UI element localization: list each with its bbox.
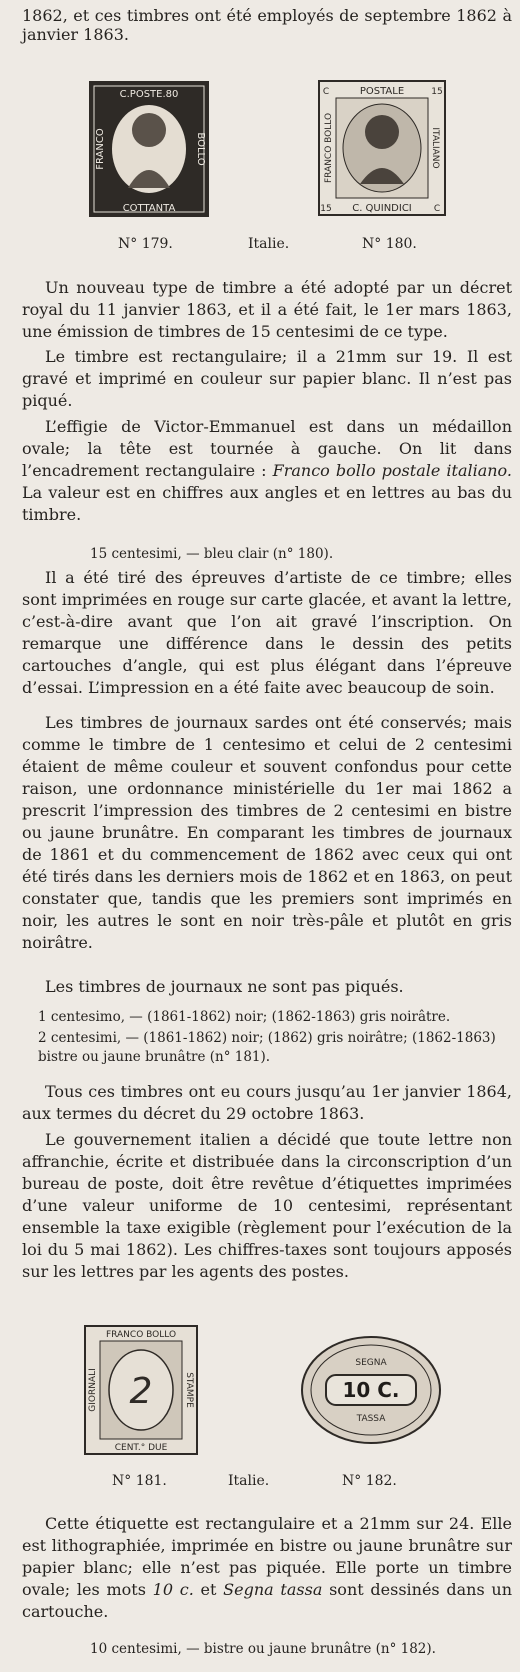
caption-italie-1: Italie.	[248, 236, 290, 252]
stamp-182-value: 10 C.	[342, 1378, 400, 1402]
stamp-180-bottom-text: C. QUINDICI	[352, 203, 412, 214]
etiquette-text-b: sont dessinés dans un cartouche.	[22, 1580, 513, 1621]
stamp-180-top-text: POSTALE	[359, 86, 405, 97]
stamp-182-bottom-text: TASSA	[356, 1414, 386, 1424]
list-15-centesimi: 15 centesimi, — bleu clair (n° 180).	[90, 546, 334, 562]
stamp-180-corner-bl: 15	[320, 204, 332, 214]
paragraph-journaux-sardes: Les timbres de journaux sardes ont été conservés; mais comme le timbre de 1 centesimo et celui de 2 centesimi étaient de même couleur et souvent confondus pour cette raison, une ordonnance ministérielle du 1er mai 1862 a prescrit l’impression des timbres de 2 centesimi en bistre ou jaune brunâtre. En comparant les timbres de journaux de 1861 et du commencement de 1862 avec ceux qui ont été tirés dans les derniers mois de 1862 et en 1863, on peut constater que, tandis que les premiers sont imprimés en noir, les autres le sont en noir très-pâle et plutôt en gris noirâtre.	[22, 713, 512, 952]
list-10-centesimi: 10 centesimi, — bistre ou jaune brunâtre (n° 182).	[90, 1641, 436, 1657]
caption-no-182: N° 182.	[342, 1473, 397, 1489]
stamp-179-bottom-text: COTTANTA	[122, 203, 176, 214]
svg-text:2: 2	[129, 1371, 153, 1412]
paragraph-epreuves: Il a été tiré des épreuves d’artiste de ce timbre; elles sont imprimées en rouge sur carte glacée, et avant la lettre, c’est-à-dire avant que l’on ait gravé l’inscription. On remarque une différence dans le dessin des petits cartouches d’angle, qui est plus élégant dans l’épreuve d’essai. L’impression en a été faite avec beaucoup de soin.	[22, 568, 512, 697]
stamp-180-corner-tl: C	[322, 87, 330, 97]
stamp-181-left-text: GIORNALI	[88, 1368, 98, 1412]
caption-no-179: N° 179.	[118, 236, 173, 252]
paragraph-decret: Un nouveau type de timbre a été adopté par un décret royal du 11 janvier 1863, et il a été fait, le 1er mars 1863, une émission de timbres de 15 centesimi de ce type.	[22, 278, 512, 341]
stamp-182-top-text: SEGNA	[355, 1358, 387, 1368]
stamp-181-bottom-text: CENT.° DUE	[114, 1443, 168, 1453]
stamp-179-image	[88, 80, 210, 218]
paragraph-pas-piques: Les timbres de journaux ne sont pas piqués.	[45, 977, 404, 996]
top-paragraph: 1862, et ces timbres ont été employés de septembre 1862 à janvier 1863.	[22, 6, 512, 44]
caption-no-181: N° 181.	[112, 1473, 167, 1489]
stamp-181-right-text: STAMPE	[184, 1372, 194, 1408]
stamp-179-left-text: FRANCO	[95, 128, 106, 170]
stamp-181-image	[84, 1325, 198, 1455]
stamp-182-image	[300, 1335, 442, 1445]
stamp-179-top-text: C.POSTE.80	[119, 89, 179, 100]
paragraph-etiquette	[22, 1513, 512, 1623]
etiquette-value-words: 10 c.	[152, 1580, 194, 1599]
list-1-centesimo: 1 centesimo, — (1861-1862) noir; (1862-1863) gris noirâtre.	[38, 1009, 451, 1025]
paragraph-rectangulaire: Le timbre est rectangulaire; il a 21mm sur 19. Il est gravé et imprimé en couleur sur papier blanc. Il n’est pas piqué.	[22, 347, 512, 410]
etiquette-segna-tassa: Segna tassa	[223, 1580, 323, 1599]
caption-italie-2: Italie.	[228, 1473, 270, 1489]
stamp-181-top-text: FRANCO BOLLO	[105, 1330, 177, 1340]
stamp-180-right-text: ITALIANO	[430, 127, 440, 169]
paragraph-cours: Tous ces timbres ont eu cours jusqu’au 1er janvier 1864, aux termes du décret du 29 octobre 1863.	[22, 1082, 512, 1123]
effigie-inscription: Franco bollo postale italiano.	[272, 461, 512, 480]
stamp-179-right-text: BOLLO	[195, 132, 206, 166]
etiquette-text-mid: et	[193, 1580, 224, 1599]
etiquette-text-a: Cette étiquette est rectangulaire et a 21mm sur 24. Elle est lithographiée, imprimée en bistre ou jaune brunâtre sur papier blanc; elle n’est pas piquée. Elle porte un timbre ovale; les mots	[22, 1514, 512, 1599]
stamp-180-corner-tr: 15	[431, 87, 443, 97]
stamp-180-left-text: FRANCO BOLLO	[324, 112, 334, 184]
caption-no-180: N° 180.	[362, 236, 417, 252]
paragraph-effigie	[22, 416, 512, 526]
paragraph-gouvernement: Le gouvernement italien a décidé que toute lettre non affranchie, écrite et distribuée dans la circonscription d’un bureau de poste, doit être revêtue d’étiquettes imprimées d’une valeur uniforme de 10 centesimi, représentant ensemble la taxe exigible (règlement pour l’exécution de la loi du 5 mai 1862). Les chiffres-taxes sont toujours apposés sur les lettres par les agents des postes.	[22, 1130, 512, 1281]
effigie-text-a: L’effigie de Victor-Emmanuel est dans un médaillon ovale; la tête est tournée à gauche. On lit dans l’encadrement rectangulaire :	[22, 417, 512, 480]
effigie-text-b: La valeur est en chiffres aux angles et en lettres au bas du timbre.	[22, 483, 512, 524]
stamp-180-corner-br: C	[433, 204, 441, 214]
list-2-centesimi: 2 centesimi, — (1861-1862) noir; (1862) gris noirâtre; (1862-1863) bistre ou jaune brunâtre (n° 181).	[38, 1030, 496, 1065]
stamp-180-image	[318, 80, 446, 216]
